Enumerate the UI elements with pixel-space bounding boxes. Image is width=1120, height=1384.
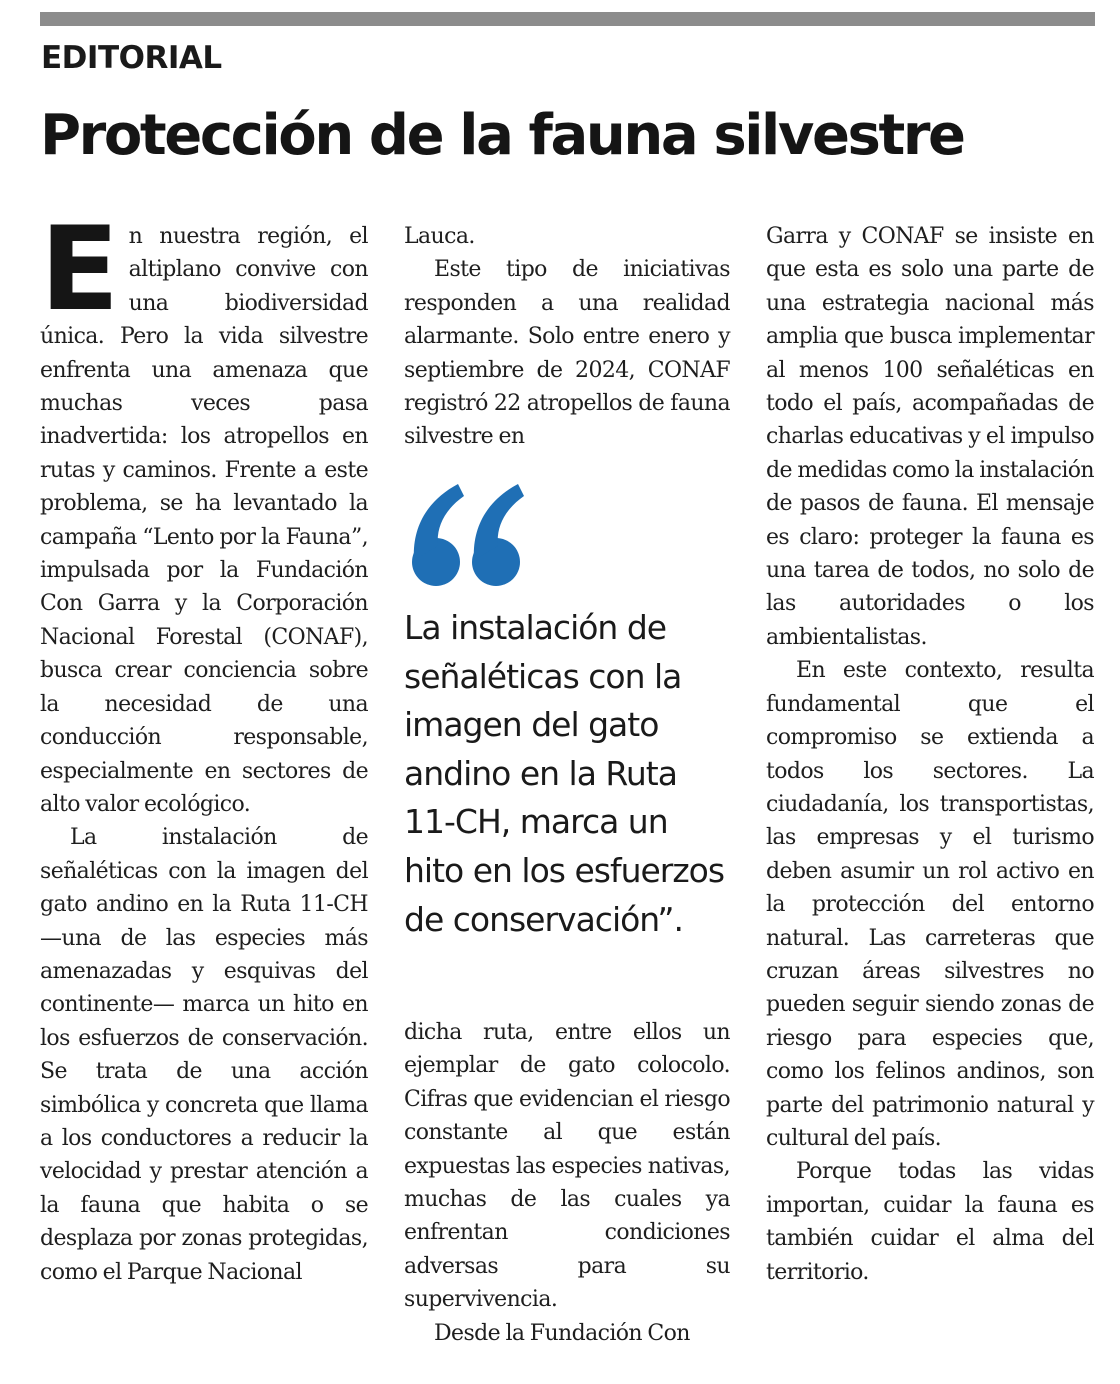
paragraph-3-start: Este tipo de iniciativas responden a una realidad alarmante. Solo entre enero y septiembre de 2024, CONAF registró 22 atropellos de fauna silvestre en	[404, 257, 730, 450]
paragraph-4-end: Garra y CONAF se insiste en que esta es solo una parte de una estrategia nacional más amplia que busca implementar al menos 100 señaléticas en todo el país, acompañadas de charlas educativas y el impulso de medidas como la instalación de pasos de fauna. El mensaje es claro: proteger la fauna es una tarea de todos, no solo de las autoridades o los ambientalistas.	[766, 224, 1094, 650]
paragraph-2-end: Lauca.	[404, 224, 475, 249]
article-column-1	[40, 202, 368, 1360]
article-column-2-top	[404, 220, 730, 460]
top-rule	[40, 12, 1095, 26]
quote-mark-icon	[406, 476, 536, 596]
paragraph-4-start: Desde la Fundación Con	[434, 1320, 690, 1346]
paragraph-6: Porque todas las vidas importan, cuidar la fauna es también cuidar el alma del territorio.	[766, 1159, 1094, 1285]
paragraph-5: En este contexto, resulta fundamental que el compromiso se extienda a todos los sectores. La ciudadanía, los transportistas, las empresas y el turismo deben asumir un rol activo en la protección del entorno natural. Las carreteras que cruzan áreas silvestres no pueden seguir siendo zonas de riesgo para especies que, como los felinos andinos, son parte del patrimonio natural y cultural del país.	[766, 658, 1094, 1151]
drop-cap: E	[40, 202, 119, 337]
paragraph-2: La instalación de señaléticas con la imagen del gato andino en la Ruta 11-CH —una de las especies más amenazadas y esquivas del continente— marca un hito en los esfuerzos de conservación. Se trata de una acción simbólica y concreta que llama a los conductores a reducir la velocidad y prestar atención a la fauna que habita o se desplaza por zonas protegidas, como el Parque Nacional	[40, 825, 368, 1285]
article-column-2-bottom	[404, 1016, 730, 1356]
headline: Protección de la fauna silvestre	[40, 103, 964, 168]
section-label: EDITORIAL	[41, 40, 222, 76]
paragraph-1	[40, 202, 368, 821]
paragraph-1-text: n nuestra región, el altiplano convive con una biodiversidad única. Pero la vida silvestre enfrenta una amenaza que muchas veces pasa inadvertida: los atropellos en rutas y caminos. Frente a este problema, se ha levantado la campaña “Lento por la Fauna”, impulsada por la Fundación Con Garra y la Corporación Nacional Forestal (CONAF), busca crear conciencia sobre la necesidad de una conducción responsable, especialmente en sectores de alto valor ecológico.	[40, 224, 368, 817]
article-column-3	[766, 220, 1094, 1360]
paragraph-3-end: dicha ruta, entre ellos un ejemplar de gato colocolo. Cifras que evidencian el riesgo constante al que están expuestas las especies nativas, muchas de las cuales ya enfrentan condiciones adversas para su supervivencia.	[404, 1020, 730, 1313]
pull-quote: La instalación de señaléticas con la imagen del gato andino en la Ruta 11-CH, marca un hito en los esfuerzos de conservación”.	[404, 608, 725, 939]
